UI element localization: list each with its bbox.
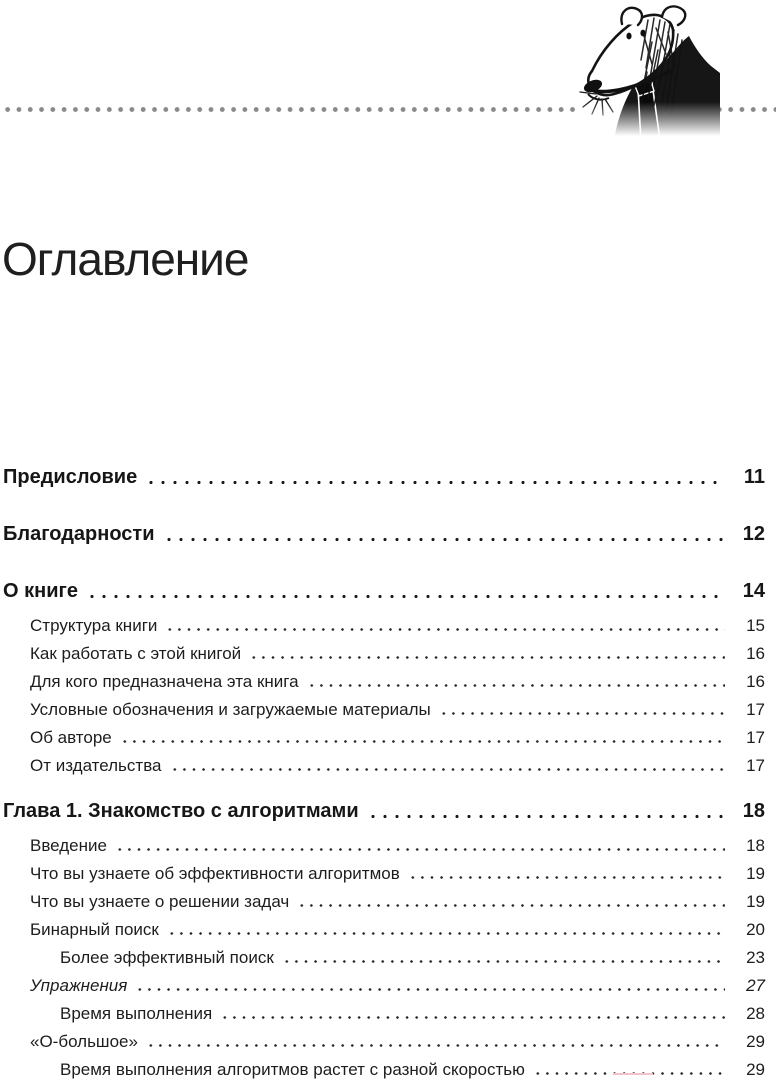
toc-entry-page: 23: [746, 948, 765, 967]
toc-entry-label: Время выполнения алгоритмов растет с разной скоростью: [60, 1060, 525, 1079]
toc-entry-page: 29: [746, 1060, 765, 1079]
toc-entry-page: 15: [746, 616, 765, 635]
dot-leader: [167, 919, 725, 941]
toc-entry: [3, 835, 765, 857]
toc-entry-label: Структура книги: [30, 616, 158, 635]
dot-leader: [145, 464, 725, 490]
dot-leader: [135, 975, 725, 997]
toc-entry-page: 20: [746, 920, 765, 939]
toc-entry-label: Введение: [30, 836, 107, 855]
toc-entry-page: 17: [746, 756, 765, 775]
dot-leader: [146, 1031, 725, 1053]
dot-leader: [533, 1059, 725, 1080]
toc-entry: [3, 615, 765, 637]
toc-entry: [3, 578, 765, 604]
toc-entry-label: Что вы узнаете о решении задач: [30, 892, 290, 911]
dot-leader: [307, 671, 725, 693]
toc-entry: [3, 1003, 765, 1025]
toc-entry-page: 18: [742, 800, 765, 822]
toc-entry: [3, 755, 765, 777]
toc-entry: [3, 947, 765, 969]
toc-entry-page: 19: [746, 892, 765, 911]
toc-entry: [3, 671, 765, 693]
dot-leader: [408, 863, 725, 885]
toc-entry-label: Глава 1. Знакомство с алгоритмами: [3, 800, 359, 822]
table-of-contents: [3, 464, 765, 1080]
toc-entry: [3, 798, 765, 824]
toc-entry-label: От издательства: [30, 756, 162, 775]
toc-entry: [3, 891, 765, 913]
toc-entry: [3, 1059, 765, 1080]
toc-entry: [3, 919, 765, 941]
page-title: Оглавление: [2, 232, 249, 285]
toc-entry-label: Условные обозначения и загружаемые материалы: [30, 700, 431, 719]
toc-entry: [3, 699, 765, 721]
toc-entry-label: Для кого предназначена эта книга: [30, 672, 299, 691]
dot-leader: [120, 727, 725, 749]
toc-entry-page: 14: [742, 580, 765, 602]
toc-entry: [3, 727, 765, 749]
dot-leader: [115, 835, 725, 857]
toc-entry-label: Благодарности: [3, 523, 155, 545]
rat-illustration: [578, 2, 720, 142]
dot-leader: [367, 798, 725, 824]
toc-entry-label: Предисловие: [3, 466, 138, 488]
toc-entry-label: Время выполнения: [60, 1004, 213, 1023]
toc-entry-page: 12: [742, 523, 765, 545]
dot-leader: [249, 643, 725, 665]
toc-entry-page: 19: [746, 864, 765, 883]
toc-entry: [3, 1031, 765, 1053]
toc-entry-page: 18: [746, 836, 765, 855]
toc-entry-page: 27: [746, 976, 765, 995]
toc-entry-page: 16: [746, 644, 765, 663]
toc-entry-page: 11: [743, 466, 765, 488]
toc-entry: [3, 643, 765, 665]
rat-in-suit-icon: [578, 2, 720, 142]
dot-leader: [220, 1003, 725, 1025]
toc-entry-page: 17: [746, 728, 765, 747]
toc-entry-page: 16: [746, 672, 765, 691]
toc-entry-page: 28: [746, 1004, 765, 1023]
toc-entry-label: Что вы узнаете об эффективности алгоритмов: [30, 864, 400, 883]
toc-entry: [3, 975, 765, 997]
dot-leader: [86, 578, 725, 604]
dot-leader: [297, 891, 725, 913]
toc-entry-label: «О-большое»: [30, 1032, 138, 1051]
toc-entry-label: Более эффективный поиск: [60, 948, 274, 967]
toc-entry-label: О книге: [3, 580, 78, 602]
toc-entry: [3, 521, 765, 547]
toc-entry-label: Бинарный поиск: [30, 920, 159, 939]
toc-entry-page: 29: [746, 1032, 765, 1051]
dot-leader: [163, 521, 725, 547]
toc-entry-label: Как работать с этой книгой: [30, 644, 242, 663]
dot-leader: [170, 755, 726, 777]
dot-leader: [439, 699, 725, 721]
toc-entry-label: Упражнения: [30, 976, 128, 995]
toc-entry: [3, 464, 765, 490]
toc-entry-label: Об авторе: [30, 728, 112, 747]
toc-entry-page: 17: [746, 700, 765, 719]
pink-underline-mark: [613, 1073, 653, 1075]
toc-entry: [3, 863, 765, 885]
dot-leader: [282, 947, 725, 969]
dot-leader: [165, 615, 725, 637]
